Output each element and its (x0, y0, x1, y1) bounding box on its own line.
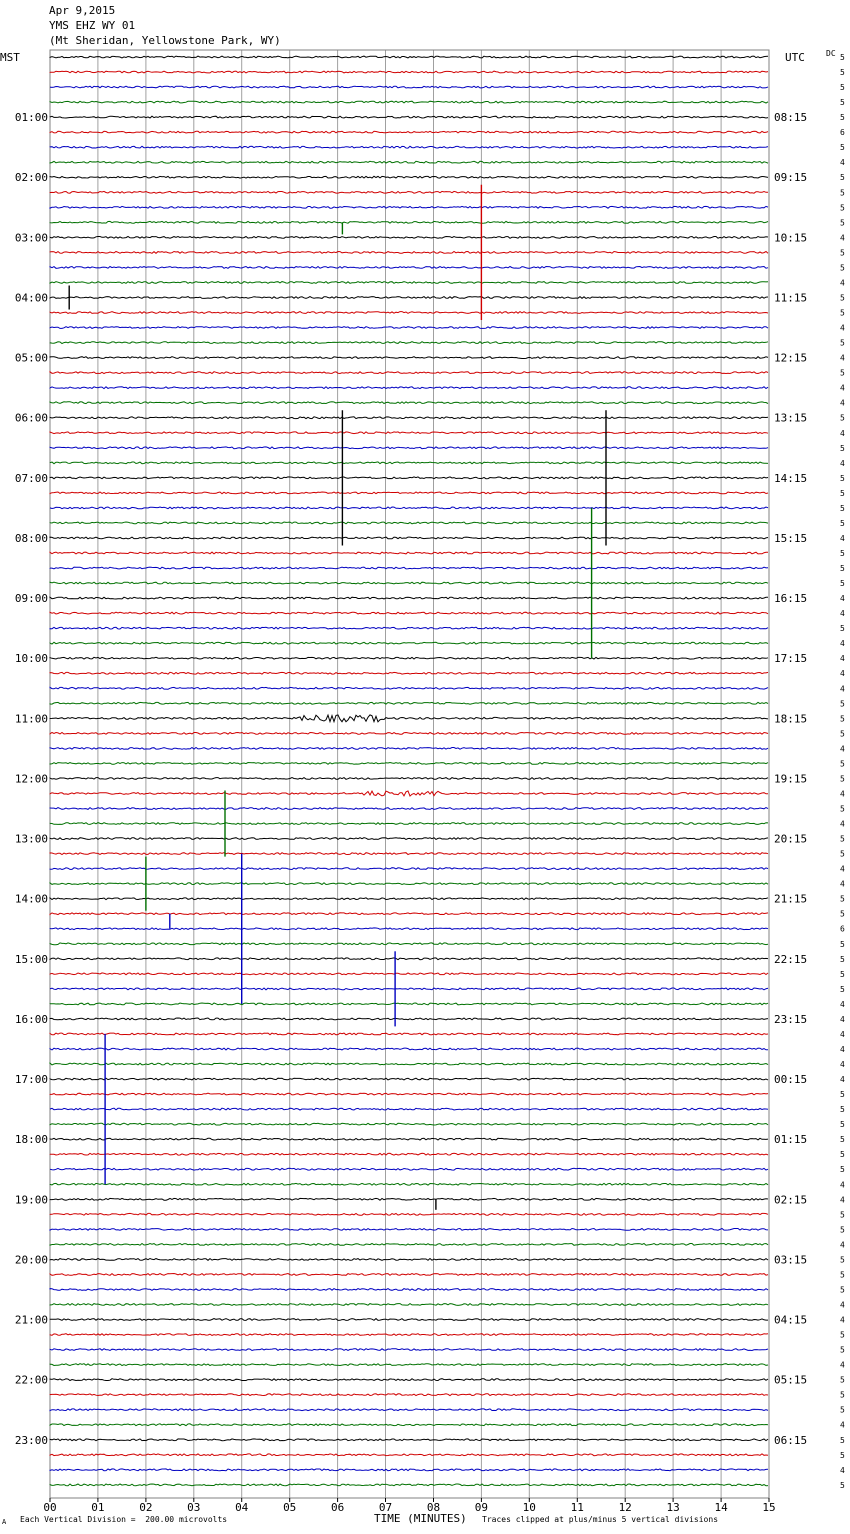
x-tick-label: 04 (235, 1501, 249, 1514)
dc-offset-value: 5 (840, 113, 845, 123)
dc-offset-value: 4 (840, 1075, 845, 1084)
dc-offset-value: 6 (840, 128, 845, 138)
seismic-trace (50, 1183, 768, 1185)
dc-offset-value: 5 (840, 1330, 845, 1340)
hour-label-left: 01:00 (14, 111, 48, 125)
hour-label-left: 08:00 (14, 532, 48, 545)
dc-offset-value: 5 (840, 503, 845, 513)
dc-offset-value: 5 (840, 1375, 845, 1385)
seismic-trace (50, 928, 768, 930)
hour-label-left: 04:00 (14, 291, 48, 305)
seismic-trace (50, 297, 768, 299)
dc-offset-value: 5 (840, 954, 845, 964)
seismic-trace (50, 1153, 768, 1155)
header-station: YMS EHZ WY 01 (49, 19, 136, 32)
hour-label-right: 14:15 (774, 471, 808, 485)
hour-label-left: 17:00 (14, 1073, 48, 1086)
seismic-trace (50, 402, 768, 404)
hour-label-left: 20:00 (14, 1253, 48, 1267)
seismic-trace (50, 988, 768, 990)
dc-offset-value: 5 (840, 1150, 845, 1160)
dc-label: DC (826, 49, 836, 58)
dc-offset-value: 5 (840, 1225, 845, 1235)
dc-offset-value: 4 (840, 1029, 845, 1039)
hour-label-left: 10:00 (14, 652, 48, 666)
hour-label-left: 21:00 (14, 1313, 48, 1327)
seismic-trace (50, 342, 768, 344)
dc-offset-value: 5 (840, 413, 845, 423)
dc-offset-value: 4 (840, 1360, 845, 1370)
hour-label-right: 22:15 (774, 952, 808, 966)
seismic-trace (50, 312, 768, 314)
left-axis-label: MST (0, 51, 20, 64)
dc-offset-value: 4 (840, 1300, 845, 1310)
seismic-trace (50, 131, 768, 133)
dc-offset-value: 4 (840, 353, 845, 363)
seismic-trace (50, 642, 768, 644)
seismic-trace (50, 582, 768, 584)
seismic-trace (50, 913, 768, 915)
seismic-trace (50, 1439, 768, 1441)
dc-offset-value: 4 (840, 1315, 845, 1325)
dc-offset-value: 5 (840, 203, 845, 213)
dc-offset-value: 5 (840, 473, 845, 483)
seismic-trace (50, 715, 768, 722)
seismic-trace (50, 958, 768, 960)
x-tick-label: 03 (187, 1501, 201, 1514)
hour-label-right: 23:15 (774, 1012, 808, 1026)
seismic-trace (50, 101, 768, 103)
dc-offset-value: 4 (840, 819, 845, 829)
x-tick-label: 15 (762, 1501, 776, 1514)
seismic-trace (50, 447, 768, 449)
hour-label-right: 10:15 (774, 231, 808, 245)
dc-offset-value: 4 (840, 233, 845, 243)
dc-offset-value: 5 (840, 248, 845, 258)
x-tick-label: 11 (570, 1501, 584, 1514)
dc-offset-value: 4 (840, 278, 845, 288)
dc-offset-value: 5 (840, 68, 845, 77)
dc-offset-value: 5 (840, 488, 845, 498)
hour-label-left: 07:00 (14, 471, 48, 485)
hour-label-right: 16:15 (774, 592, 808, 606)
dc-offset-value: 4 (840, 1180, 845, 1190)
x-tick-label: 13 (666, 1501, 680, 1514)
dc-offset-value: 5 (840, 143, 845, 153)
seismic-trace (50, 1033, 768, 1035)
seismic-trace (50, 1138, 768, 1140)
seismic-trace (50, 1228, 768, 1230)
hour-label-right: 08:15 (774, 111, 808, 125)
seismic-trace (50, 1364, 768, 1366)
seismic-trace (50, 1289, 768, 1291)
dc-offset-value: 4 (840, 158, 845, 168)
seismic-trace (50, 1469, 768, 1471)
seismic-trace (50, 1394, 768, 1396)
seismic-trace (50, 56, 768, 58)
seismic-trace (50, 1304, 768, 1306)
dc-offset-value: 5 (840, 1255, 845, 1265)
x-tick-label: 12 (618, 1501, 632, 1514)
hour-label-left: 09:00 (14, 592, 48, 606)
hour-label-left: 12:00 (14, 772, 48, 786)
seismic-trace (50, 417, 768, 419)
dc-offset-value: 5 (840, 909, 845, 919)
dc-offset-value: 4 (840, 323, 845, 333)
seismic-trace (50, 1349, 768, 1351)
hour-label-left: 13:00 (14, 832, 48, 846)
seismic-trace (50, 522, 768, 524)
dc-offset-value: 5 (840, 1405, 845, 1415)
x-tick-label: 00 (43, 1501, 57, 1514)
x-tick-label: 01 (91, 1501, 105, 1514)
dc-offset-value: 4 (840, 1045, 845, 1054)
hour-label-right: 15:15 (774, 532, 808, 545)
dc-offset-value: 5 (840, 1210, 845, 1220)
dc-offset-value: 5 (840, 699, 845, 709)
seismic-trace (50, 868, 768, 870)
hour-label-right: 03:15 (774, 1253, 808, 1267)
seismic-trace (50, 1484, 768, 1486)
dc-offset-value: 5 (840, 1135, 845, 1145)
dc-offset-value: 5 (840, 984, 845, 994)
hour-label-left: 05:00 (14, 351, 48, 365)
dc-offset-value: 5 (840, 849, 845, 859)
hour-label-right: 17:15 (774, 652, 808, 666)
hour-label-left: 23:00 (14, 1433, 48, 1447)
dc-offset-value: 5 (840, 804, 845, 814)
right-axis-label: UTC (785, 51, 805, 64)
x-tick-label: 02 (139, 1501, 153, 1514)
seismic-trace (50, 733, 768, 735)
hour-label-right: 05:15 (774, 1373, 808, 1387)
dc-offset-value: 5 (840, 1270, 845, 1280)
dc-offset-value: 5 (840, 218, 845, 228)
footer-mark: A (2, 1518, 7, 1526)
seismic-trace (50, 462, 768, 464)
dc-offset-value: 5 (840, 293, 845, 303)
seismic-trace (50, 702, 768, 704)
hour-label-left: 19:00 (14, 1193, 48, 1207)
dc-offset-value: 5 (840, 308, 845, 318)
dc-offset-value: 4 (840, 383, 845, 393)
seismic-trace (50, 1168, 768, 1170)
hour-label-left: 02:00 (14, 171, 48, 185)
seismic-trace (50, 282, 768, 284)
seismic-trace (50, 267, 768, 269)
hour-label-left: 22:00 (14, 1373, 48, 1387)
dc-offset-value: 5 (840, 1345, 845, 1355)
dc-offset-value: 5 (840, 518, 845, 528)
seismic-trace (50, 387, 768, 389)
dc-offset-value: 5 (840, 774, 845, 784)
hour-label-left: 03:00 (14, 231, 48, 245)
clip-note: Traces clipped at plus/minus 5 vertical divisions (482, 1515, 719, 1524)
seismic-trace (50, 372, 768, 374)
hour-label-right: 02:15 (774, 1193, 808, 1207)
dc-offset-value: 4 (840, 639, 845, 649)
seismic-trace (50, 492, 768, 494)
seismic-trace (50, 597, 768, 599)
dc-offset-value: 5 (840, 1480, 845, 1490)
seismic-trace (50, 552, 768, 554)
seismic-trace (50, 432, 768, 434)
seismic-trace (50, 672, 768, 674)
x-tick-label: 05 (283, 1501, 297, 1514)
dc-offset-value: 4 (840, 1420, 845, 1430)
dc-offset-value: 5 (840, 939, 845, 949)
hour-label-right: 04:15 (774, 1313, 808, 1327)
hour-label-left: 11:00 (14, 712, 48, 726)
hour-label-left: 15:00 (14, 952, 48, 966)
seismic-trace (50, 1123, 768, 1125)
seismic-trace (50, 657, 768, 659)
dc-offset-value: 4 (840, 458, 845, 468)
dc-offset-value: 5 (840, 83, 845, 93)
dc-offset-value: 4 (840, 594, 845, 604)
seismic-trace (50, 898, 768, 900)
seismic-trace (50, 791, 768, 796)
seismic-trace (50, 537, 768, 539)
seismic-trace (50, 612, 768, 614)
hour-label-right: 19:15 (774, 772, 808, 786)
seismic-trace (50, 1244, 768, 1246)
seismic-trace (50, 1409, 768, 1411)
seismic-trace (50, 477, 768, 479)
dc-offset-value: 4 (840, 744, 845, 754)
dc-offset-value: 5 (840, 969, 845, 979)
dc-offset-value: 5 (840, 1090, 845, 1100)
seismic-trace (50, 748, 768, 750)
hour-label-right: 00:15 (774, 1073, 808, 1086)
dc-offset-value: 5 (840, 1435, 845, 1445)
seismic-trace (50, 221, 768, 223)
hour-label-left: 14:00 (14, 892, 48, 906)
hour-label-right: 18:15 (774, 712, 808, 726)
seismic-trace (50, 1213, 768, 1215)
seismic-trace (50, 1003, 768, 1005)
x-tick-label: 07 (378, 1501, 393, 1514)
dc-offset-value: 4 (840, 999, 845, 1009)
seismic-trace (50, 327, 768, 329)
x-tick-label: 08 (426, 1501, 441, 1514)
dc-offset-value: 5 (840, 834, 845, 844)
seismic-trace (50, 823, 768, 825)
dc-offset-value: 4 (840, 879, 845, 889)
dc-offset-value: 5 (840, 1165, 845, 1175)
hour-label-right: 11:15 (774, 291, 808, 305)
dc-offset-value: 5 (840, 759, 845, 769)
seismic-trace (50, 1078, 768, 1080)
dc-offset-value: 4 (840, 669, 845, 679)
seismic-trace (50, 1424, 768, 1426)
dc-offset-value: 5 (840, 1390, 845, 1400)
dc-offset-value: 4 (840, 654, 845, 664)
seismic-trace (50, 1274, 768, 1276)
hour-label-right: 06:15 (774, 1433, 808, 1447)
dc-offset-value: 5 (840, 579, 845, 588)
dc-offset-value: 5 (840, 714, 845, 724)
dc-offset-value: 4 (840, 609, 845, 619)
header-date: Apr 9,2015 (49, 4, 116, 17)
dc-offset-value: 4 (840, 789, 845, 799)
dc-offset-value: 4 (840, 428, 845, 438)
dc-offset-value: 5 (840, 53, 845, 62)
dc-offset-value: 4 (840, 1195, 845, 1205)
x-tick-label: 14 (714, 1501, 728, 1514)
seismic-trace (50, 1093, 768, 1095)
dc-offset-value: 5 (840, 1120, 845, 1130)
seismic-trace (50, 116, 768, 118)
dc-offset-value: 5 (840, 729, 845, 739)
hour-label-right: 09:15 (774, 171, 808, 185)
hour-label-left: 06:00 (14, 411, 48, 425)
dc-offset-value: 4 (840, 864, 845, 874)
dc-offset-value: 5 (840, 263, 845, 273)
seismic-trace (50, 1454, 768, 1456)
hour-label-right: 20:15 (774, 832, 808, 846)
seismic-trace (50, 237, 768, 239)
seismic-trace (50, 71, 768, 73)
dc-offset-value: 4 (840, 684, 845, 694)
seismic-trace (50, 883, 768, 885)
hour-label-left: 18:00 (14, 1133, 48, 1147)
dc-offset-value: 4 (840, 1240, 845, 1250)
seismic-trace (50, 1379, 768, 1381)
seismic-trace (50, 1259, 768, 1261)
seismic-trace (50, 1018, 768, 1020)
seismic-trace (50, 808, 768, 810)
seismic-trace (50, 838, 768, 840)
dc-offset-value: 5 (840, 98, 845, 108)
scale-note: Each Vertical Division = 200.00 microvolts (20, 1515, 228, 1524)
seismic-trace (50, 778, 768, 780)
seismic-trace (50, 1334, 768, 1336)
dc-offset-value: 5 (840, 1450, 845, 1460)
hour-label-right: 01:15 (774, 1133, 808, 1147)
header-location: (Mt Sheridan, Yellowstone Park, WY) (49, 34, 281, 47)
seismic-trace (50, 146, 768, 148)
seismic-trace (50, 161, 768, 163)
dc-offset-value: 5 (840, 549, 845, 558)
dc-offset-value: 4 (840, 1465, 845, 1475)
hour-label-right: 13:15 (774, 411, 808, 425)
dc-offset-value: 5 (840, 368, 845, 378)
seismic-trace (50, 943, 768, 945)
x-tick-label: 06 (330, 1501, 345, 1514)
seismic-trace (50, 567, 768, 569)
hour-label-right: 21:15 (774, 892, 808, 906)
dc-offset-value: 6 (840, 924, 845, 934)
dc-offset-value: 5 (840, 624, 845, 634)
seismic-trace (50, 206, 768, 208)
seismic-trace (50, 853, 768, 855)
seismic-trace (50, 763, 768, 765)
dc-offset-value: 5 (840, 443, 845, 453)
dc-offset-value: 5 (840, 188, 845, 198)
seismic-trace (50, 507, 768, 509)
dc-offset-value: 4 (840, 1014, 845, 1024)
seismic-trace (50, 1319, 768, 1321)
hour-label-right: 12:15 (774, 351, 808, 365)
seismic-trace (50, 191, 768, 193)
seismic-trace (50, 687, 768, 689)
seismic-trace (50, 973, 768, 975)
dc-offset-value: 5 (840, 338, 845, 348)
seismic-trace (50, 1063, 768, 1065)
dc-offset-value: 5 (840, 1285, 845, 1295)
seismic-trace (50, 1198, 768, 1200)
x-tick-label: 10 (522, 1501, 536, 1514)
dc-offset-value: 5 (840, 894, 845, 904)
dc-offset-value: 4 (840, 398, 845, 408)
hour-label-left: 16:00 (14, 1012, 48, 1026)
seismic-trace (50, 1108, 768, 1110)
seismic-trace (50, 86, 768, 88)
dc-offset-value: 4 (840, 534, 845, 543)
x-tick-label: 09 (474, 1501, 489, 1514)
dc-offset-value: 4 (840, 1060, 845, 1069)
dc-offset-value: 5 (840, 173, 845, 183)
seismic-trace (50, 176, 768, 178)
seismic-trace (50, 357, 768, 359)
seismic-trace (50, 252, 768, 254)
dc-offset-value: 5 (840, 564, 845, 573)
seismic-trace (50, 627, 768, 629)
seismic-trace (50, 1048, 768, 1050)
x-axis-label: TIME (MINUTES) (374, 1512, 467, 1525)
dc-offset-value: 5 (840, 1105, 845, 1115)
